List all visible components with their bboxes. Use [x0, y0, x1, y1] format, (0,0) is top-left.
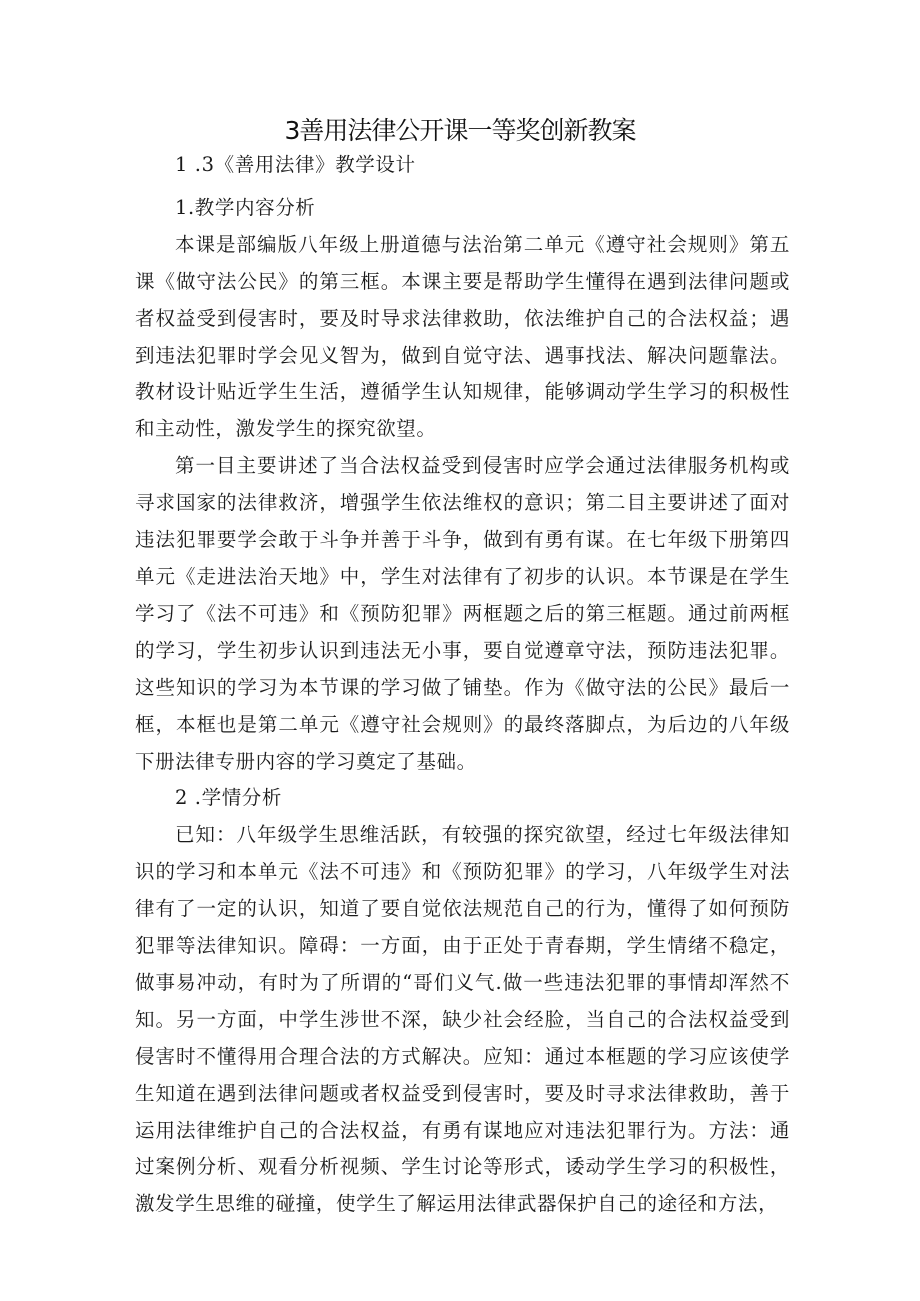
document-subtitle: 1 .3《善用法律》教学设计	[175, 153, 416, 176]
section-heading-student-analysis: 2 .学情分析	[175, 786, 283, 810]
section-heading-content-analysis: 1.教学内容分析	[175, 195, 316, 219]
paragraph-content-analysis-1: 本课是部编版八年级上册道德与法治第二单元《遵守社会规则》第五课《做守法公民》的第三框。本课主要是帮助学生懂得在遇到法律问题或者权益受到侵害时，要及时导求法律救助，依法维护自己的合法权益；遇到违法犯罪时学会见义智为，做到自觉守法、遇事找法、解决问题靠法。教材设计贴近学生生活，遵循学生认知规律，能够调动学生学习的积极性和主动性，激发学生的探究欲望。	[135, 232, 790, 441]
document-body	[135, 147, 790, 1223]
paragraph-content-analysis-2: 第一目主要讲述了当合法权益受到侵害时应学会通过法律服务机构或寻求国家的法律救济，增强学生依法维权的意识；第二目主要讲述了面对违法犯罪要学会敢于斗争并善于斗争，做到有勇有谋。在七年级下册第四单元《走进法治天地》中，学生对法律有了初步的认识。本节课是在学生学习了《法不可违》和《预防犯罪》两框题之后的第三框题。通过前两框的学习，学生初步认识到违法无小事，要自觉遵章守法，预防违法犯罪。这些知识的学习为本节课的学习做了铺垫。作为《做守法的公民》最后一框，本框也是第二单元《遵守社会规则》的最终落脚点，为后边的八年级下册法律专册内容的学习奠定了基础。	[135, 454, 790, 773]
document-title: 3善用法律公开课一等奖创新教案	[284, 116, 636, 145]
paragraph-student-analysis-1: 已知：八年级学生思维活跃，有较强的探究欲望，经过七年级法律知识的学习和本单元《法不可违》和《预防犯罪》的学习，八年级学生对法律有了一定的认识，知道了要自觉依法规范自己的行为，懂得了如何预防犯罪等法律知识。障碍：一方面，由于正处于青春期，学生情绪不稳定，做事易冲动，有时为了所谓的“哥们义气.做一些违法犯罪的事情却浑然不知。另一方面，中学生涉世不深，缺少社会经脸，当自己的合法权益受到侵害时不懂得用合理合法的方式解决。应知：通过本框题的学习应该使学生知道在遇到法律问题或者权益受到侵害时，要及时寻求法律救助，善于运用法律维护自己的合法权益，有勇有谋地应对违法犯罪行为。方法：通过案例分析、观看分析视频、学生讨论等形式，诿动学生学习的积极性，激发学生思维的碰撞，使学生了解运用法律武器保护自己的途径和方法，	[135, 823, 790, 1216]
